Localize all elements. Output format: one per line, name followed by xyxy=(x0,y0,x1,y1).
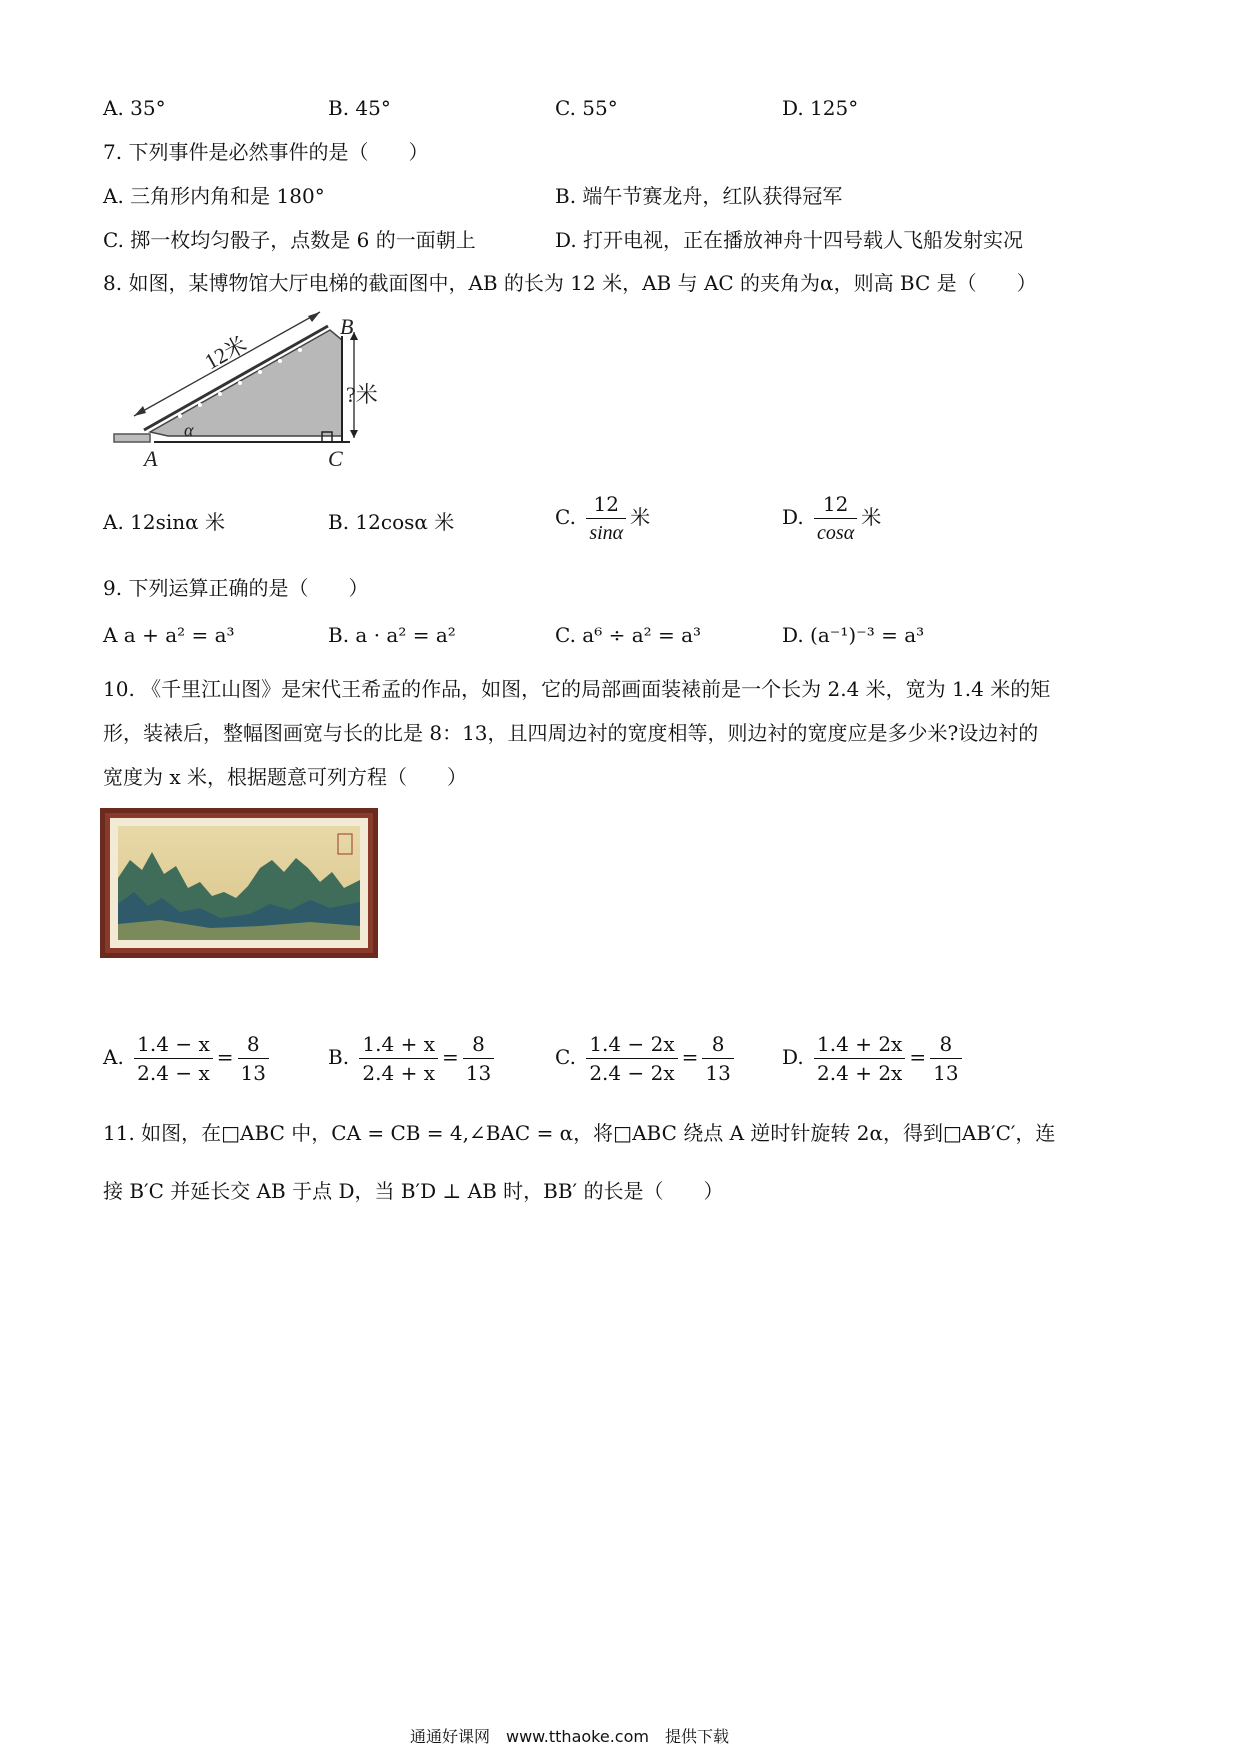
painting-figure xyxy=(100,808,378,958)
page-footer: 通通好课网 www.tthaoke.com 提供下载 xyxy=(410,1727,729,1746)
q6-option-a: A. 35° xyxy=(103,96,166,120)
q10-line-1: 10. 《千里江山图》是宋代王希孟的作品，如图，它的局部画面装裱前是一个长为 2.4 米，宽为 1.4 米的矩 xyxy=(103,677,1051,701)
q8-option-b: B. 12cosα 米 xyxy=(328,510,455,534)
q8-option-c: C. $\frac{12}{\sin\alpha}$ 米 xyxy=(555,490,650,547)
label-a: A xyxy=(144,446,158,471)
q7-stem: 7. 下列事件是必然事件的是（ ） xyxy=(103,140,429,164)
label-length: 12米 xyxy=(200,331,251,375)
q7-option-c: C. 掷一枚均匀骰子，点数是 6 的一面朝上 xyxy=(103,228,476,252)
q9-stem: 9. 下列运算正确的是（ ） xyxy=(103,576,369,600)
label-c: C xyxy=(328,446,343,471)
q10-line-3: 宽度为 x 米，根据题意可列方程（ ） xyxy=(103,765,467,789)
q8-option-d: D. $\frac{12}{\cos\alpha}$ 米 xyxy=(782,490,881,547)
q6-option-c: C. 55° xyxy=(555,96,618,120)
q10-option-c: C. $\frac{1.4 - 2x}{2.4 - 2x}$ = $\frac{8}{13}$ xyxy=(555,1030,738,1087)
q8-option-a: A. 12sinα 米 xyxy=(103,510,226,534)
q9-option-c: C. a⁶ ÷ a² = a³ xyxy=(555,623,702,647)
q9-option-d: D. (a⁻¹)⁻³ = a³ xyxy=(782,623,925,647)
q10-option-a: A. $\frac{1.4 - x}{2.4 - x}$ = $\frac{8}{13}$ xyxy=(103,1030,273,1087)
q6-option-d: D. 125° xyxy=(782,96,859,120)
q7-option-a: A. 三角形内角和是 180° xyxy=(103,184,325,208)
label-alpha: α xyxy=(184,420,194,440)
q10-option-d: D. $\frac{1.4 + 2x}{2.4 + 2x}$ = $\frac{8}{13}$ xyxy=(782,1030,966,1087)
q6-option-b: B. 45° xyxy=(328,96,391,120)
label-b: B xyxy=(340,314,354,339)
escalator-figure xyxy=(110,306,380,478)
q11-line-2: 接 B′C 并延长交 AB 于点 D，当 B′D ⊥ AB 时，BB′ 的长是（ ） xyxy=(103,1179,724,1203)
label-height: ?米 xyxy=(346,382,378,407)
q10-option-b: B. $\frac{1.4 + x}{2.4 + x}$ = $\frac{8}{13}$ xyxy=(328,1030,498,1087)
q9-option-a: A a + a² = a³ xyxy=(103,623,235,647)
q9-option-b: B. a · a² = a² xyxy=(328,623,456,647)
q7-option-d: D. 打开电视，正在播放神舟十四号载人飞船发射实况 xyxy=(555,228,1024,252)
q10-line-2: 形，装裱后，整幅图画宽与长的比是 8：13，且四周边衬的宽度相等，则边衬的宽度应是多少米?设边衬的 xyxy=(103,721,1039,745)
q8-stem: 8. 如图，某博物馆大厅电梯的截面图中，AB 的长为 12 米，AB 与 AC 的夹角为α，则高 BC 是（ ） xyxy=(103,271,1037,295)
q7-option-b: B. 端午节赛龙舟，红队获得冠军 xyxy=(555,184,843,208)
q11-line-1: 11. 如图，在□ABC 中，CA = CB = 4,∠BAC = α，将□ABC 绕点 A 逆时针旋转 2α，得到□AB′C′，连 xyxy=(103,1121,1056,1145)
